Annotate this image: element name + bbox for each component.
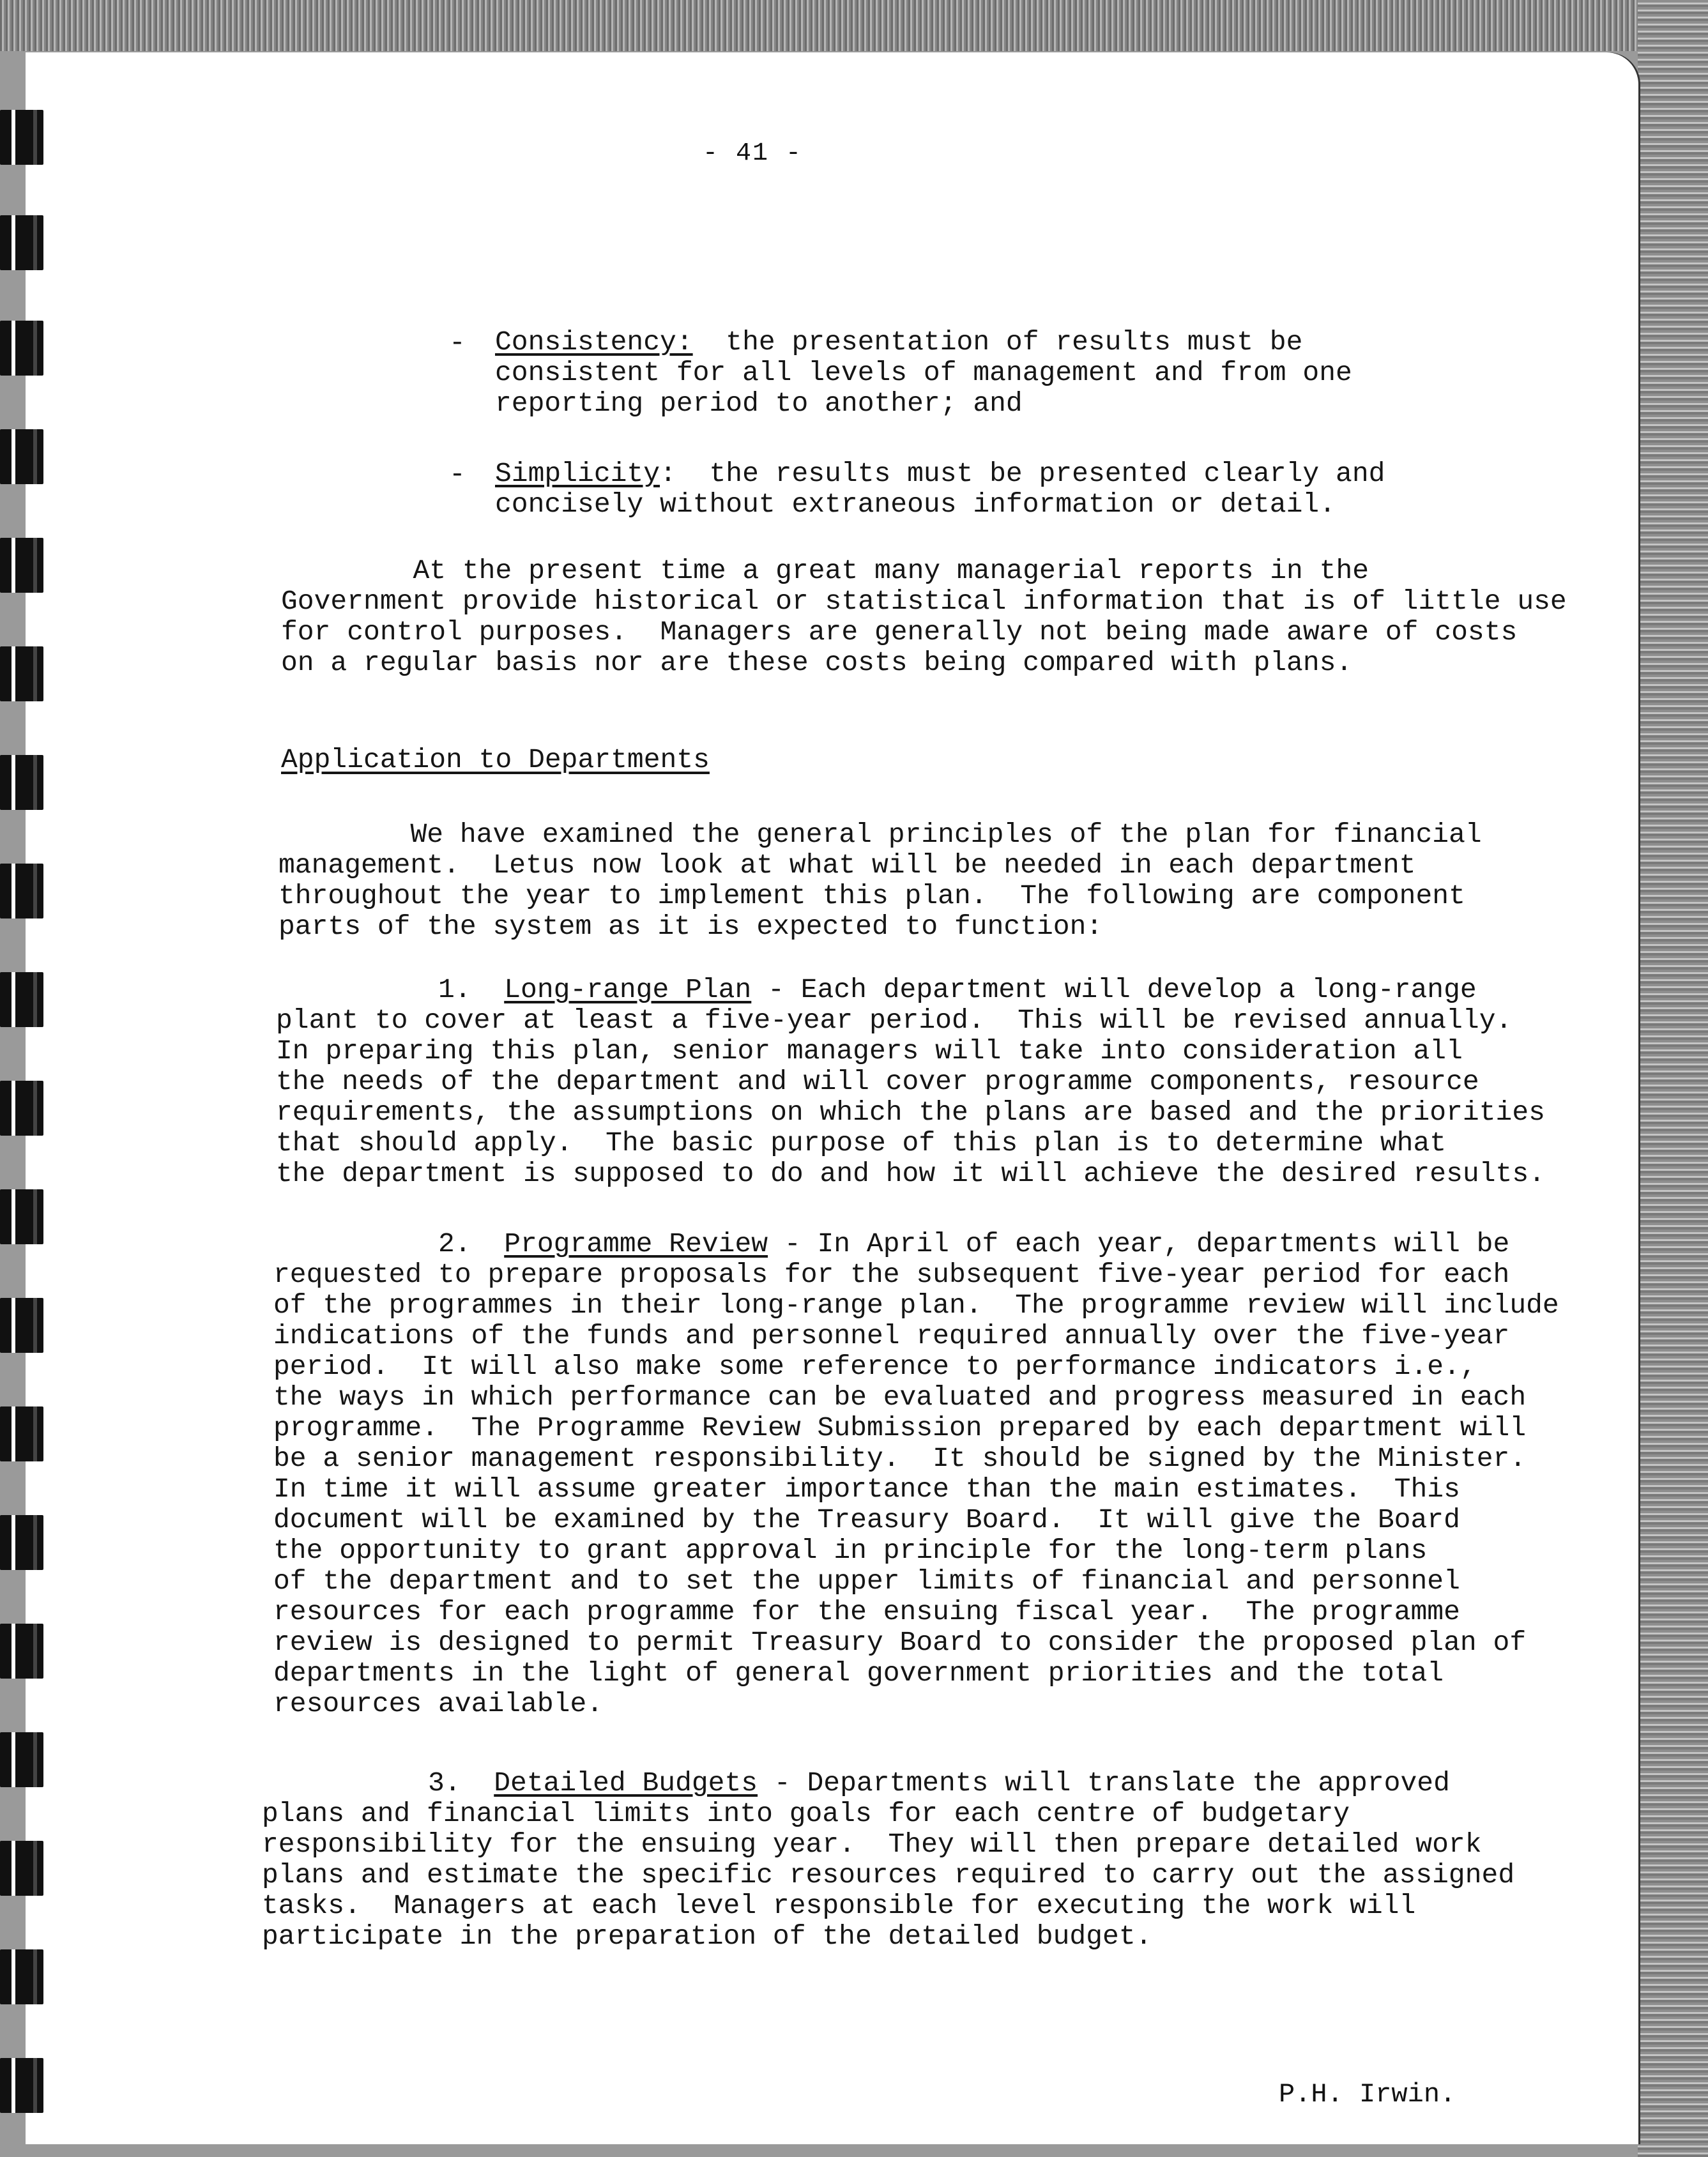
item-long-range-plan-heading <box>438 975 1477 1005</box>
binding-ring <box>0 972 43 1027</box>
item-title: Long-range Plan <box>504 974 752 1005</box>
scan-background-right <box>1638 0 1708 2157</box>
item-first-line: - Each department will develop a long-range <box>751 974 1477 1005</box>
bullet-dash: - <box>449 327 466 358</box>
binding-ring <box>0 2058 43 2113</box>
binding-ring <box>0 1298 43 1353</box>
bullet-text: the presentation of results must be consistent for all levels of management and from one reporting period to another; and <box>495 326 1352 419</box>
binding-ring <box>0 321 43 376</box>
item-detailed-budgets-heading <box>428 1768 1450 1799</box>
item-long-range-plan-body: plant to cover at least a five-year period. This will be revised annually. In preparing this plan, senior managers will take into consideration all the needs of the department and will cover programme components, resource requirements, the assumptions on which the plans are based and the priorities that should apply. The basic purpose of this plan is to determine what the department is supposed to do and how it will achieve the desired results. <box>276 1005 1545 1189</box>
bullet-simplicity <box>495 459 1385 520</box>
item-programme-review-heading <box>438 1229 1509 1260</box>
item-number: 3. <box>428 1767 461 1799</box>
bullet-dash: - <box>449 459 466 490</box>
page-number: - 41 - <box>703 139 803 168</box>
binding-spine <box>0 52 45 2157</box>
binding-ring <box>0 646 43 701</box>
bullet-term: Simplicity <box>495 458 660 489</box>
binding-ring <box>0 1732 43 1787</box>
item-detailed-budgets-body: plans and financial limits into goals for each centre of budgetary responsibility for the ensuing year. They will then prepare detailed work plans and estimate the specific resources required to carry out the assigned tasks. Managers at each level responsible for executing the work will participate in the preparation of the detailed budget. <box>262 1798 1515 1952</box>
signature: P.H. Irwin. <box>1279 2079 1456 2110</box>
binding-ring <box>0 755 43 810</box>
scan-background-top <box>0 0 1708 51</box>
item-number: 2. <box>438 1228 471 1260</box>
paragraph-present-time: At the present time a great many managerial reports in the Government provide historical or statistical information that is of little use for control purposes. Managers are generally not being made aware of costs on a regular basis nor are these costs being compared with plans. <box>281 555 1567 678</box>
binding-ring <box>0 1515 43 1570</box>
item-first-line: - In April of each year, departments will be <box>768 1228 1510 1260</box>
item-title: Detailed Budgets <box>494 1767 758 1799</box>
paragraph-intro: We have examined the general principles of the plan for financial management. Letus now look at what will be needed in each department throughout the year to implement this plan. The following are component parts of the system as it is expected to function: <box>278 819 1482 942</box>
binding-ring <box>0 215 43 270</box>
binding-ring <box>0 110 43 165</box>
section-heading: Application to Departments <box>281 744 710 775</box>
bullet-text: : the results must be presented clearly and concisely without extraneous information or detail. <box>495 458 1385 520</box>
binding-ring <box>0 1841 43 1896</box>
binding-ring <box>0 1189 43 1244</box>
binding-ring <box>0 1624 43 1679</box>
binding-ring <box>0 429 43 484</box>
binding-ring <box>0 864 43 918</box>
binding-ring <box>0 538 43 593</box>
item-first-line: - Departments will translate the approved <box>758 1767 1450 1799</box>
bullet-consistency <box>495 327 1352 419</box>
item-title: Programme Review <box>504 1228 768 1260</box>
item-programme-review-body: requested to prepare proposals for the subsequent five-year period for each of the programmes in their long-range plan. The programme review will include indications of the funds and personnel required annually over the five-year period. It will also make some reference to performance indicators i.e., the ways in which performance can be evaluated and progress measured in each programme. The Programme Review Submission prepared by each department will be a senior management responsibility. It should be signed by the Minister. In time it will assume greater importance than the main estimates. This document will be examined by the Treasury Board. It will give the Board the opportunity to grant approval in principle for the long-term plans of the department and to set the upper limits of financial and personnel resources for each programme for the ensuing fiscal year. The programme review is designed to permit Treasury Board to consider the proposed plan of departments in the light of general government priorities and the total resources available. <box>273 1259 1559 1719</box>
bullet-term: Consistency: <box>495 326 693 358</box>
binding-ring <box>0 1406 43 1461</box>
item-number: 1. <box>438 974 471 1005</box>
binding-ring <box>0 1949 43 2004</box>
binding-ring <box>0 1081 43 1136</box>
